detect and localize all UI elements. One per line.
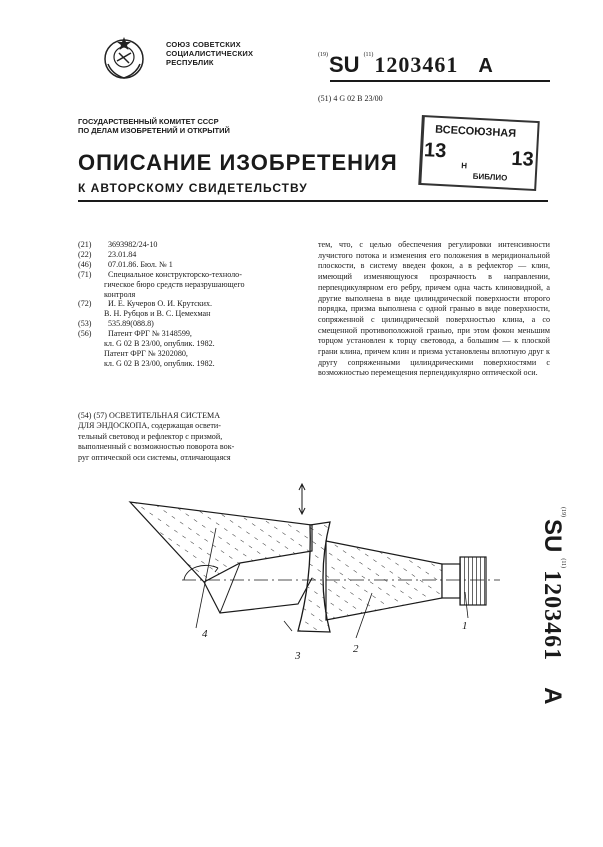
ipc-classification: (51) 4 G 02 B 23/00 xyxy=(318,94,383,103)
biblio-line xyxy=(78,260,303,270)
inid-code: (46) xyxy=(78,259,92,269)
abstract-start xyxy=(78,411,303,463)
biblio-line xyxy=(78,309,303,319)
biblio-text: гическое бюро средств неразрушающего xyxy=(104,279,245,289)
biblio-text: 23.01.84 xyxy=(108,249,137,259)
inid-code: (72) xyxy=(78,299,92,309)
country-index: (19) xyxy=(560,507,566,517)
kind-code: A xyxy=(539,687,566,705)
biblio-text: 07.01.86. Бюл. № 1 xyxy=(108,259,173,269)
biblio-text: Патент ФРГ № 3148599, xyxy=(108,329,192,339)
document-number: 1203461 xyxy=(539,570,565,662)
library-stamp xyxy=(418,115,540,191)
movement-arrow-icon xyxy=(299,484,305,514)
state-committee xyxy=(78,117,230,135)
biblio-text: кл. G 02 B 23/00, опублик. 1982. xyxy=(104,339,215,349)
abstract-continuation: тем, что, с целью обеспечения регулировки интенсивности лучистого потока и изменения его положения в меридиональной плоскости, в систему введен фокон, а в рефлектор — клин, имеющий изменяющуюся прозрачность в направлении, перпендикулярном его ребру, причем одна часть клиновидной, а другие выполнена в виде цилиндрической поверхности второго порядка, призма выполнена с одной гранью в виде поверхности, сопряженной с цилиндрической поверхностью клина, а со смещенной противоположной гранью, при этом фокон меньшим торцом установлен к торцу световода, а большим — к плоской грани клина, причем клин и призма установлены вплотную друг к другу сопряженными цилиндрическими поверхностями с возможностью перемещения перпендикулярно оптической оси. xyxy=(318,240,550,378)
country-code: SU xyxy=(539,519,566,553)
abstract-line: ДЛЯ ЭНДОСКОПА, содержащая освети- xyxy=(78,421,221,431)
biblio-line xyxy=(78,290,303,300)
biblio-text: контроля xyxy=(104,289,136,299)
inid-code: (56) xyxy=(78,329,92,339)
biblio-line xyxy=(78,329,303,339)
biblio-text: И. Е. Кучеров О. И. Крутских. xyxy=(108,299,213,309)
biblio-line xyxy=(78,339,303,349)
number-index: (11) xyxy=(560,558,566,569)
stamp-number: 13 xyxy=(510,147,535,171)
biblio-text: Патент ФРГ № 3202080, xyxy=(104,348,188,358)
stamp-text: БИБЛИО xyxy=(472,171,508,183)
leader-line xyxy=(284,621,292,631)
figure-label: 1 xyxy=(462,620,468,632)
org-line: СОЮЗ СОВЕТСКИХ xyxy=(166,40,241,49)
number-index: (11) xyxy=(363,52,374,58)
biblio-line xyxy=(78,319,303,329)
abstract-line: (54) (57) ОСВЕТИТЕЛЬНАЯ СИСТЕМА xyxy=(78,411,221,420)
abstract-line: руг оптической оси системы, отличающаяся xyxy=(78,452,231,462)
biblio-line xyxy=(78,359,303,369)
focon xyxy=(326,541,442,620)
biblio-line xyxy=(78,349,303,359)
bibliographic-data xyxy=(78,240,303,369)
country-index: (19) xyxy=(318,52,328,58)
patent-number xyxy=(318,52,493,78)
org-line: СОЦИАЛИСТИЧЕСКИХ xyxy=(166,49,254,58)
biblio-text: 535.89(088.8) xyxy=(108,319,154,329)
inid-code: (53) xyxy=(78,319,92,329)
org-line: РЕСПУБЛИК xyxy=(166,58,214,67)
document-subtitle: К АВТОРСКОМУ СВИДЕТЕЛЬСТВУ xyxy=(78,181,308,195)
kind-code: A xyxy=(478,55,493,77)
biblio-text: Специальное конструкторско-техноло- xyxy=(108,269,242,279)
country-code: SU xyxy=(329,52,360,77)
figure-label: 3 xyxy=(295,650,301,662)
abstract-line: выполненный с возможностью поворота вок- xyxy=(78,442,235,452)
inid-code: (22) xyxy=(78,249,92,259)
optical-system-drawing xyxy=(120,468,520,668)
stamp-number: 13 xyxy=(423,139,447,163)
biblio-line xyxy=(78,299,303,309)
stamp-text: Н xyxy=(461,161,468,171)
issuing-union xyxy=(166,40,253,67)
biblio-line xyxy=(78,280,303,290)
abstract-line: тельный световод и рефлектор с призмой, xyxy=(78,431,223,441)
committee-line: ПО ДЕЛАМ ИЗОБРЕТЕНИЙ И ОТКРЫТИЙ xyxy=(78,126,230,135)
light-guide xyxy=(442,557,486,605)
reflector-prism xyxy=(130,502,312,613)
inid-code: (71) xyxy=(78,269,92,279)
figure-label: 4 xyxy=(202,628,208,640)
biblio-line xyxy=(78,240,303,250)
title-rule xyxy=(78,200,548,202)
biblio-line xyxy=(78,250,303,260)
biblio-text: В. Н. Рубцов и В. С. Цемехман xyxy=(104,309,211,319)
biblio-line xyxy=(78,270,303,280)
biblio-text: 3693982/24-10 xyxy=(108,240,158,249)
vertical-patent-number xyxy=(536,505,566,705)
biblio-text: кл. G 02 B 23/00, опублик. 1982. xyxy=(104,358,215,368)
committee-line: ГОСУДАРСТВЕННЫЙ КОМИТЕТ СССР xyxy=(78,117,219,126)
state-emblem xyxy=(100,34,148,82)
stamp-text: ВСЕСОЮЗНАЯ xyxy=(434,123,517,140)
inid-code: (21) xyxy=(78,240,92,249)
document-title: ОПИСАНИЕ ИЗОБРЕТЕНИЯ xyxy=(78,150,398,175)
document-number: 1203461 xyxy=(374,52,459,77)
header-rule xyxy=(330,80,550,82)
figure-label: 2 xyxy=(353,643,359,655)
